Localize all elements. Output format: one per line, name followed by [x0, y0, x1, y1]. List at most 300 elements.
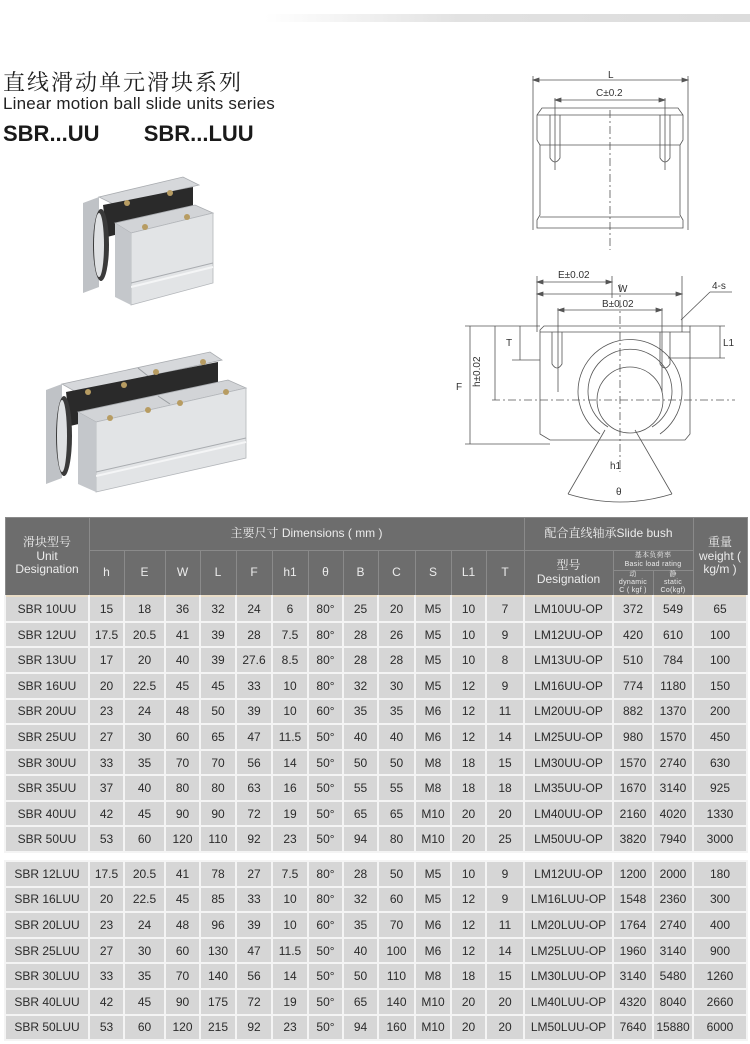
table-row	[5, 699, 747, 725]
table-cell: 27	[89, 724, 124, 750]
table-cell: 1670	[613, 775, 653, 801]
unit-designation-cell: SBR 40LUU	[5, 989, 89, 1015]
table-cell: LM30LUU-OP	[524, 963, 613, 989]
table-cell: 2160	[613, 801, 653, 827]
table-cell: 110	[200, 826, 236, 852]
table-cell: 42	[89, 801, 124, 827]
table-cell: 23	[272, 826, 308, 852]
product-photo-long	[38, 350, 253, 495]
unit-designation-cell: SBR 25LUU	[5, 938, 89, 964]
table-cell: 72	[236, 801, 272, 827]
table-cell: 65	[200, 724, 236, 750]
table-cell: M5	[415, 861, 451, 887]
table-cell: LM30UU-OP	[524, 750, 613, 776]
table-cell: 20	[451, 1015, 486, 1041]
table-cell: 11	[486, 912, 524, 938]
table-cell: M8	[415, 963, 451, 989]
table-cell: 55	[378, 775, 415, 801]
dim-theta-label: θ	[616, 487, 622, 498]
table-cell: 35	[378, 699, 415, 725]
dim-F-label: F	[456, 382, 463, 393]
table-cell: 24	[236, 596, 272, 622]
table-cell: 70	[165, 750, 200, 776]
table-cell: 20.5	[124, 861, 165, 887]
table-cell: 20	[89, 673, 124, 699]
table-cell: M5	[415, 673, 451, 699]
table-cell: 35	[343, 912, 378, 938]
table-cell: 1570	[613, 750, 653, 776]
table-cell: 40	[378, 724, 415, 750]
table-cell: 60°	[308, 699, 343, 725]
table-cell: 39	[200, 622, 236, 648]
unit-cn-label: 滑块型号	[22, 534, 71, 549]
col-C: C	[378, 551, 415, 597]
table-cell: 70	[200, 750, 236, 776]
table-cell: 28	[236, 622, 272, 648]
table-cell: 20	[486, 989, 524, 1015]
table-cell: 45	[124, 989, 165, 1015]
table-cell: 8.5	[272, 647, 308, 673]
table-cell: 300	[693, 887, 747, 913]
table-cell: 33	[236, 887, 272, 913]
table-cell: 180	[693, 861, 747, 887]
table-cell: 53	[89, 826, 124, 852]
table-cell: 17.5	[89, 861, 124, 887]
load-en-label: Basic load rating	[624, 560, 682, 568]
table-cell: 12	[451, 699, 486, 725]
table-cell: 39	[236, 699, 272, 725]
table-cell: 20	[89, 887, 124, 913]
table-cell: 900	[693, 938, 747, 964]
designation-cn-label: 型号	[556, 558, 581, 573]
table-cell: 12	[451, 673, 486, 699]
col-h1: h1	[272, 551, 308, 597]
table-cell: 1330	[693, 801, 747, 827]
table-cell: 100	[378, 938, 415, 964]
table-cell: 30	[124, 938, 165, 964]
table-cell: 19	[272, 989, 308, 1015]
table-cell: 56	[236, 750, 272, 776]
table-cell: 90	[165, 989, 200, 1015]
table-cell: M8	[415, 775, 451, 801]
table-cell: 35	[124, 750, 165, 776]
table-cell: 4020	[653, 801, 693, 827]
table-cell: 610	[653, 622, 693, 648]
table-cell: 22.5	[124, 887, 165, 913]
unit-designation-cell: SBR 16UU	[5, 673, 89, 699]
table-cell: 30	[124, 724, 165, 750]
dim-L1-label: L1	[723, 338, 735, 349]
table-cell: 30	[378, 673, 415, 699]
table-cell: 20	[124, 647, 165, 673]
table-cell: 10	[272, 699, 308, 725]
table-cell: 65	[343, 801, 378, 827]
table-cell: 47	[236, 938, 272, 964]
unit-designation-cell: SBR 13UU	[5, 647, 89, 673]
table-cell: 8040	[653, 989, 693, 1015]
table-cell: 1570	[653, 724, 693, 750]
static-unit-label: Co(kgf)	[660, 587, 686, 595]
table-cell: 3000	[693, 826, 747, 852]
table-cell: 80	[378, 826, 415, 852]
col-W: W	[165, 551, 200, 597]
table-cell: 18	[124, 596, 165, 622]
table-cell: 33	[89, 750, 124, 776]
table-cell: 9	[486, 622, 524, 648]
unit-designation-cell: SBR 50UU	[5, 826, 89, 852]
table-cell: 5480	[653, 963, 693, 989]
table-cell: 784	[653, 647, 693, 673]
table-row	[5, 673, 747, 699]
table-cell: 28	[343, 622, 378, 648]
table-cell: 70	[165, 963, 200, 989]
table-cell: M6	[415, 938, 451, 964]
table-row	[5, 622, 747, 648]
table-cell: 10	[451, 596, 486, 622]
table-cell: 2740	[653, 750, 693, 776]
table-cell: 549	[653, 596, 693, 622]
table-cell: 70	[378, 912, 415, 938]
table-cell: 27	[89, 938, 124, 964]
table-cell: 47	[236, 724, 272, 750]
table-cell: 450	[693, 724, 747, 750]
table-row	[5, 989, 747, 1015]
unit-designation-cell: SBR 40UU	[5, 801, 89, 827]
table-cell: 18	[486, 775, 524, 801]
table-cell: 1548	[613, 887, 653, 913]
table-cell: 50°	[308, 750, 343, 776]
table-cell: M8	[415, 750, 451, 776]
table-cell: 20	[378, 596, 415, 622]
table-cell: 630	[693, 750, 747, 776]
table-cell: 28	[343, 861, 378, 887]
table-cell: LM40UU-OP	[524, 801, 613, 827]
table-cell: 215	[200, 1015, 236, 1041]
table-cell: 23	[272, 1015, 308, 1041]
table-cell: 400	[693, 912, 747, 938]
table-cell: 50°	[308, 801, 343, 827]
dim-h-label: h±0.02	[472, 356, 483, 387]
col-header-load-rating	[613, 551, 693, 571]
weight-en-label: weight ( kg/m )	[699, 548, 742, 577]
unit-designation-cell: SBR 12UU	[5, 622, 89, 648]
table-cell: 20	[486, 1015, 524, 1041]
table-cell: 48	[165, 699, 200, 725]
unit-designation-cell: SBR 30UU	[5, 750, 89, 776]
table-cell: 2740	[653, 912, 693, 938]
table-cell: 14	[272, 750, 308, 776]
col-header-unit	[5, 518, 89, 597]
table-cell: LM25UU-OP	[524, 724, 613, 750]
col-header-dynamic	[613, 571, 653, 597]
table-cell: 60	[124, 1015, 165, 1041]
table-cell: 50°	[308, 775, 343, 801]
col-header-slide-bush: 配合直线轴承Slide bush	[524, 518, 693, 551]
table-cell: 200	[693, 699, 747, 725]
table-cell: 72	[236, 989, 272, 1015]
col-header-weight	[693, 518, 747, 597]
table-cell: 80°	[308, 647, 343, 673]
table-cell: 26	[378, 622, 415, 648]
load-cn-label: 基本负荷率	[634, 552, 672, 560]
table-cell: LM40LUU-OP	[524, 989, 613, 1015]
table-row	[5, 861, 747, 887]
col-S: S	[415, 551, 451, 597]
unit-designation-cell: SBR 25UU	[5, 724, 89, 750]
table-cell: 28	[378, 647, 415, 673]
page-title-cn: 直线滑动单元滑块系列	[3, 71, 244, 96]
dim-S-label: 4-s	[712, 281, 726, 292]
table-cell: 45	[124, 801, 165, 827]
table-row	[5, 775, 747, 801]
table-cell: 12	[451, 724, 486, 750]
decorative-top-bar	[265, 14, 750, 22]
table-cell: 3140	[653, 938, 693, 964]
table-cell: 17.5	[89, 622, 124, 648]
table-cell: 100	[693, 622, 747, 648]
table-cell: 55	[343, 775, 378, 801]
series-luu-label: SBR...LUU	[143, 121, 254, 146]
table-cell: 1370	[653, 699, 693, 725]
table-cell: 40	[165, 647, 200, 673]
col-B: B	[343, 551, 378, 597]
table-cell: 20.5	[124, 622, 165, 648]
table-row	[5, 963, 747, 989]
table-row	[5, 912, 747, 938]
table-cell: 10	[451, 647, 486, 673]
table-cell: 20	[451, 801, 486, 827]
table-row	[5, 596, 747, 622]
table-row	[5, 1015, 747, 1041]
table-cell: 60	[378, 887, 415, 913]
table-cell: 140	[378, 989, 415, 1015]
dim-C-label: C±0.2	[596, 88, 623, 99]
table-cell: 42	[89, 989, 124, 1015]
table-cell: 65	[343, 989, 378, 1015]
table-cell: LM50UU-OP	[524, 826, 613, 852]
dim-h1-label: h1	[610, 461, 622, 472]
table-cell: 50°	[308, 1015, 343, 1041]
table-cell: 40	[343, 724, 378, 750]
table-cell: 110	[378, 963, 415, 989]
table-cell: 9	[486, 887, 524, 913]
dim-L-label: L	[608, 70, 614, 81]
table-cell: 80°	[308, 673, 343, 699]
table-cell: 50	[343, 750, 378, 776]
table-cell: 175	[200, 989, 236, 1015]
unit-designation-cell: SBR 35UU	[5, 775, 89, 801]
table-cell: 14	[486, 938, 524, 964]
table-cell: 2660	[693, 989, 747, 1015]
table-cell: 11	[486, 699, 524, 725]
table-cell: 94	[343, 826, 378, 852]
table-cell: M10	[415, 989, 451, 1015]
table-cell: 92	[236, 1015, 272, 1041]
dim-W-label: W	[618, 284, 628, 295]
table-cell: LM35UU-OP	[524, 775, 613, 801]
table-cell: 40	[343, 938, 378, 964]
table-cell: M6	[415, 724, 451, 750]
table-cell: 120	[165, 1015, 200, 1041]
table-row	[5, 724, 747, 750]
table-cell: LM25LUU-OP	[524, 938, 613, 964]
table-cell: 11.5	[272, 724, 308, 750]
table-cell: 774	[613, 673, 653, 699]
unit-designation-cell: SBR 10UU	[5, 596, 89, 622]
table-cell: 33	[89, 963, 124, 989]
table-cell: 2360	[653, 887, 693, 913]
table-cell: 420	[613, 622, 653, 648]
table-cell: 17	[89, 647, 124, 673]
table-cell: 41	[165, 861, 200, 887]
unit-designation-cell: SBR 30LUU	[5, 963, 89, 989]
col-header-dimensions: 主要尺寸 Dimensions ( mm )	[89, 518, 524, 551]
table-cell: 12	[451, 912, 486, 938]
table-cell: 18	[451, 775, 486, 801]
table-cell: 32	[343, 673, 378, 699]
table-cell: 7640	[613, 1015, 653, 1041]
dim-T-label: T	[506, 338, 513, 349]
table-cell: 7.5	[272, 861, 308, 887]
table-cell: 28	[343, 647, 378, 673]
table-cell: 35	[124, 963, 165, 989]
uu-rows	[5, 596, 747, 852]
table-cell: 372	[613, 596, 653, 622]
table-cell: 10	[272, 673, 308, 699]
table-cell: 50°	[308, 938, 343, 964]
table-cell: 60	[124, 826, 165, 852]
table-cell: M6	[415, 699, 451, 725]
col-F: F	[236, 551, 272, 597]
table-cell: 1260	[693, 963, 747, 989]
table-cell: 90	[165, 801, 200, 827]
luu-rows	[5, 861, 747, 1040]
table-cell: 160	[378, 1015, 415, 1041]
table-cell: M5	[415, 647, 451, 673]
table-cell: LM13UU-OP	[524, 647, 613, 673]
table-cell: 63	[236, 775, 272, 801]
table-cell: 7940	[653, 826, 693, 852]
table-cell: 1180	[653, 673, 693, 699]
table-cell: 120	[165, 826, 200, 852]
table-row	[5, 750, 747, 776]
dynamic-en-label: dynamic	[618, 579, 648, 587]
table-cell: 60°	[308, 912, 343, 938]
unit-designation-cell: SBR 20LUU	[5, 912, 89, 938]
table-cell: 45	[200, 673, 236, 699]
table-cell: M10	[415, 801, 451, 827]
table-cell: 32	[200, 596, 236, 622]
unit-en-label: Unit Designation	[15, 548, 79, 577]
table-cell: 10	[272, 887, 308, 913]
table-row	[5, 938, 747, 964]
table-cell: 18	[451, 963, 486, 989]
table-row	[5, 801, 747, 827]
table-cell: 48	[165, 912, 200, 938]
col-theta: θ	[308, 551, 343, 597]
dynamic-unit-label: C ( kgf )	[619, 587, 647, 595]
col-L1: L1	[451, 551, 486, 597]
table-cell: 10	[451, 861, 486, 887]
table-cell: 60	[165, 724, 200, 750]
table-cell: LM16LUU-OP	[524, 887, 613, 913]
table-cell: 50	[200, 699, 236, 725]
table-cell: 37	[89, 775, 124, 801]
table-cell: 1960	[613, 938, 653, 964]
table-cell: M10	[415, 826, 451, 852]
col-T: T	[486, 551, 524, 597]
table-cell: 50°	[308, 826, 343, 852]
table-cell: 3820	[613, 826, 653, 852]
table-cell: 510	[613, 647, 653, 673]
table-cell: M5	[415, 596, 451, 622]
table-cell: 9	[486, 861, 524, 887]
table-cell: 20	[486, 801, 524, 827]
table-cell: 140	[200, 963, 236, 989]
table-cell: LM10UU-OP	[524, 596, 613, 622]
table-row	[5, 647, 747, 673]
table-cell: 65	[378, 801, 415, 827]
table-cell: M5	[415, 622, 451, 648]
table-cell: 39	[200, 647, 236, 673]
dim-B-label: B±0.02	[602, 299, 634, 310]
table-cell: 12	[451, 938, 486, 964]
group-gap	[5, 852, 747, 861]
designation-en-label: Designation	[536, 572, 601, 587]
table-cell: 32	[343, 887, 378, 913]
unit-designation-cell: SBR 12LUU	[5, 861, 89, 887]
page-title-en: Linear motion ball slide units series	[3, 94, 275, 113]
table-cell: 3140	[653, 775, 693, 801]
table-cell: 130	[200, 938, 236, 964]
table-cell: M6	[415, 912, 451, 938]
table-row	[5, 887, 747, 913]
table-cell: 980	[613, 724, 653, 750]
col-E: E	[124, 551, 165, 597]
table-cell: 15	[89, 596, 124, 622]
table-cell: LM16UU-OP	[524, 673, 613, 699]
dim-E-label: E±0.02	[558, 270, 590, 281]
table-cell: 4320	[613, 989, 653, 1015]
table-cell: 925	[693, 775, 747, 801]
table-cell: 36	[165, 596, 200, 622]
table-cell: 100	[693, 647, 747, 673]
table-cell: 45	[165, 887, 200, 913]
table-cell: 50°	[308, 724, 343, 750]
table-cell: 1200	[613, 861, 653, 887]
table-cell: 23	[89, 912, 124, 938]
table-cell: M10	[415, 1015, 451, 1041]
table-cell: 11.5	[272, 938, 308, 964]
table-cell: 7	[486, 596, 524, 622]
table-cell: 9	[486, 673, 524, 699]
table-cell: 60	[165, 938, 200, 964]
table-row	[5, 826, 747, 852]
table-cell: 45	[165, 673, 200, 699]
dynamic-cn-label: 动	[629, 571, 637, 578]
table-cell: 27.6	[236, 647, 272, 673]
table-cell: 80°	[308, 861, 343, 887]
table-cell: 90	[200, 801, 236, 827]
table-cell: 94	[343, 1015, 378, 1041]
table-cell: 39	[236, 912, 272, 938]
col-header-static	[653, 571, 693, 597]
table-cell: 14	[272, 963, 308, 989]
table-cell: 41	[165, 622, 200, 648]
table-cell: 882	[613, 699, 653, 725]
table-cell: 78	[200, 861, 236, 887]
table-cell: 20	[451, 989, 486, 1015]
